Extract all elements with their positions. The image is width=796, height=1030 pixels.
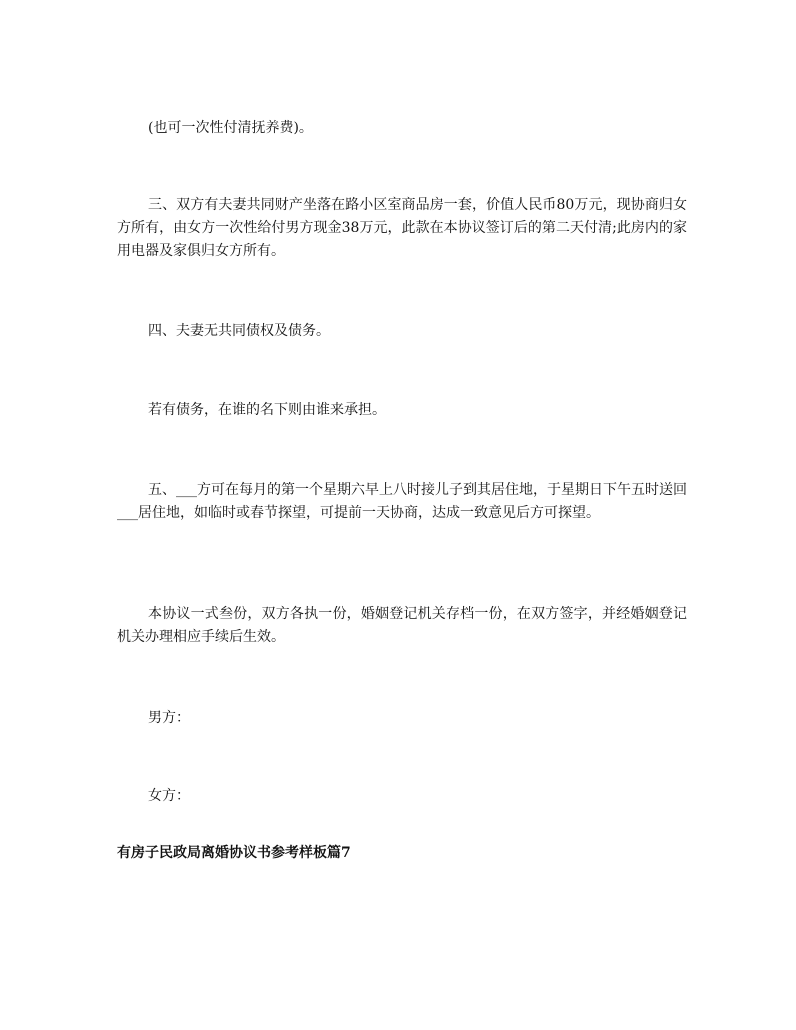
paragraph-visitation-clause: 五、___方可在每月的第一个星期六早上八时接儿子到其居住地，于星期日下午五时送回___居住地，如临时或春节探望，可提前一天协商，达成一致意见后方可探望。: [117, 482, 687, 521]
section-heading: 有房子民政局离婚协议书参考样板篇7: [117, 845, 351, 861]
paragraph-agreement-copies: 本协议一式叁份，双方各执一份，婚姻登记机关存档一份，在双方签字，并经婚姻登记机关办理相应手续后生效。: [117, 606, 687, 645]
signature-line-husband: 男方：: [148, 710, 190, 726]
paragraph-child-support-note: (也可一次性付清抚养费)。: [148, 120, 313, 136]
signature-line-wife: 女方：: [148, 788, 190, 804]
paragraph-debt-responsibility: 若有债务，在谁的名下则由谁来承担。: [148, 402, 386, 418]
paragraph-property-clause: 三、双方有夫妻共同财产坐落在路小区室商品房一套，价值人民币80万元，现协商归女方所有，由女方一次性给付男方现金38万元，此款在本协议签订后的第二天付清;此房内的家用电器及家俱归女方所有。: [117, 197, 687, 259]
paragraph-debt-clause: 四、夫妻无共同债权及债务。: [148, 323, 330, 339]
